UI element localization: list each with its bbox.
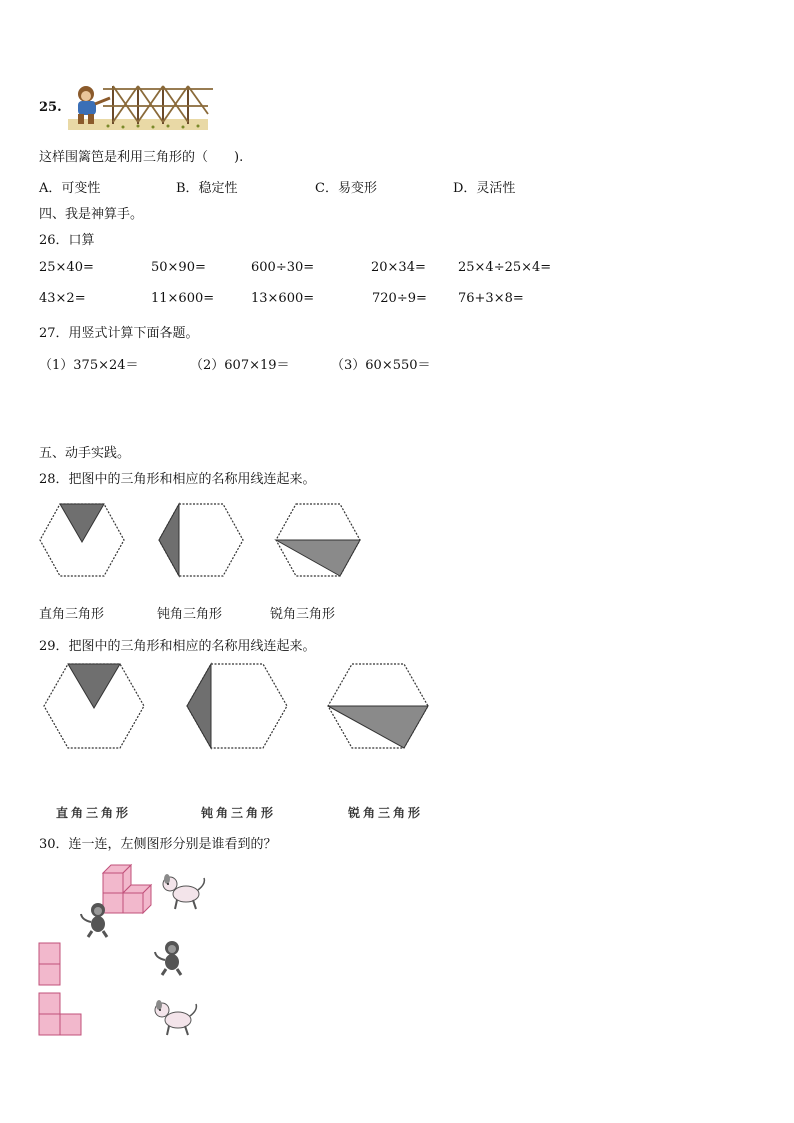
- q26-title: 26．口算: [39, 233, 95, 248]
- q29-title: 29．把图中的三角形和相应的名称用线连起来。: [39, 639, 316, 654]
- section5-title: 五、动手实践。: [39, 446, 131, 461]
- q26-item: 50×90=: [151, 260, 206, 275]
- q30-title: 30．连一连，左侧图形分别是谁看到的？: [39, 837, 277, 852]
- q26-item: 25×4÷25×4=: [458, 260, 552, 275]
- q25-option-c[interactable]: C．易变形: [315, 181, 377, 196]
- q29-hexagon-obtuse: [185, 662, 289, 750]
- monkey-icon[interactable]: [152, 940, 188, 976]
- q25-option-d[interactable]: D．灵活性: [453, 181, 516, 196]
- q27-item: （2）607×19＝: [190, 358, 290, 373]
- q26-item: 25×40=: [39, 260, 94, 275]
- q26-item: 11×600=: [151, 291, 215, 306]
- acute-triangle-shape[interactable]: [328, 706, 428, 748]
- monkey-icon: [78, 902, 114, 938]
- view-l-shape[interactable]: [38, 992, 84, 1036]
- q28-title: 28．把图中的三角形和相应的名称用线连起来。: [39, 472, 316, 487]
- dog-icon[interactable]: [152, 998, 200, 1038]
- q26-item: 43×2=: [39, 291, 86, 306]
- q29-hexagon-acute: [326, 662, 430, 750]
- q28-hexagon-obtuse: [157, 502, 245, 578]
- right-triangle-shape[interactable]: [60, 504, 104, 542]
- monkey-icon: [78, 86, 110, 124]
- dog-icon: [160, 872, 208, 912]
- section4-title: 四、我是神算手。: [39, 207, 144, 222]
- q26-item: 20×34=: [371, 260, 426, 275]
- view-two-stacked[interactable]: [38, 942, 62, 986]
- q29-label-right[interactable]: 直角三角形: [56, 806, 132, 820]
- q28-label-acute[interactable]: 锐角三角形: [270, 607, 336, 622]
- q28-label-obtuse[interactable]: 钝角三角形: [157, 607, 223, 622]
- acute-triangle-shape[interactable]: [276, 540, 360, 576]
- q29-label-obtuse[interactable]: 钝角三角形: [201, 806, 277, 820]
- q27-item: （1）375×24＝: [39, 358, 139, 373]
- q29-hexagon-right: [42, 662, 146, 750]
- fence-triangles: [103, 86, 213, 122]
- q26-item: 720÷9=: [372, 291, 427, 306]
- obtuse-triangle-shape[interactable]: [187, 664, 211, 748]
- q26-item: 76+3×8=: [458, 291, 524, 306]
- q28-hexagon-right: [38, 502, 126, 578]
- q26-item: 600÷30=: [251, 260, 315, 275]
- q25-number: 25.: [39, 100, 62, 115]
- q26-item: 13×600=: [251, 291, 315, 306]
- q25-option-a[interactable]: A．可变性: [39, 181, 101, 196]
- fence-illustration: [68, 74, 213, 132]
- right-triangle-shape[interactable]: [68, 664, 120, 708]
- q27-title: 27．用竖式计算下面各题。: [39, 326, 199, 341]
- q28-hexagon-acute: [274, 502, 362, 578]
- q29-label-acute[interactable]: 锐角三角形: [348, 806, 424, 820]
- q25-option-b[interactable]: B．稳定性: [176, 181, 238, 196]
- obtuse-triangle-shape[interactable]: [159, 504, 179, 576]
- q28-label-right[interactable]: 直角三角形: [39, 607, 105, 622]
- q25-question: 这样围篱笆是利用三角形的（ ).: [39, 150, 244, 165]
- q27-item: （3）60×550＝: [331, 358, 431, 373]
